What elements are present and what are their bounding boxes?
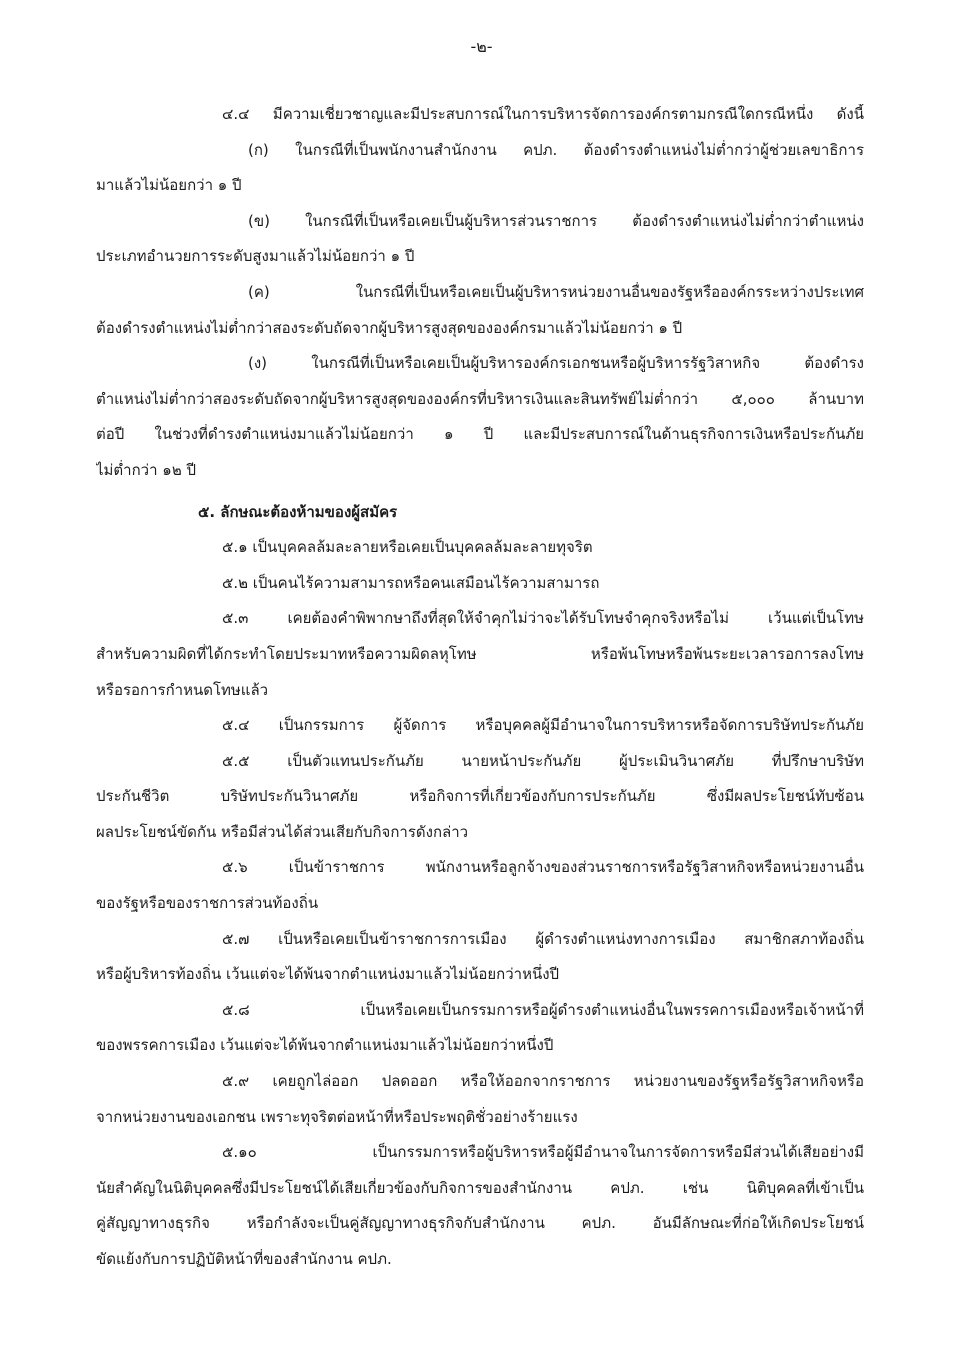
clause-line: ๕.๑ เป็นบุคคลล้มละลายหรือเคยเป็นบุคคลล้มละลายทุจริต — [222, 538, 593, 557]
section-5-heading: ๕. ลักษณะต้องห้ามของผู้สมัคร — [198, 502, 398, 521]
clause-line: ต้องดำรงตำแหน่งไม่ต่ำกว่าสองระดับถัดจากผู้บริหารสูงสุดขององค์กรมาแล้วไม่น้อยกว่า ๑ ปี — [96, 318, 683, 337]
page-number: -๒- — [470, 37, 493, 56]
clause-line: ๕.๕ เป็นตัวแทนประกันภัย นายหน้าประกันภัย ผู้ประเมินวินาศภัย ที่ปรึกษาบริษัท — [222, 751, 864, 770]
clause-line: ของพรรคการเมือง เว้นแต่จะได้พ้นจากตำแหน่งมาแล้วไม่น้อยกว่าหนึ่งปี — [96, 1036, 554, 1055]
clause-line: นัยสำคัญในนิติบุคคลซึ่งมีประโยชน์ได้เสียเกี่ยวข้องกับกิจการของสำนักงาน คปภ. เช่น นิติบุคคลที่เข้าเป็น — [96, 1178, 864, 1197]
clause-line: (ก) ในกรณีที่เป็นพนักงานสำนักงาน คปภ. ต้องดำรงตำแหน่งไม่ต่ำกว่าผู้ช่วยเลขาธิการ — [248, 140, 864, 159]
clause-line: จากหน่วยงานของเอกชน เพราะทุจริตต่อหน้าที่หรือประพฤติชั่วอย่างร้ายแรง — [96, 1107, 578, 1126]
clause-line: ไม่ต่ำกว่า ๑๒ ปี — [96, 460, 196, 479]
clause-5-2 — [96, 573, 864, 609]
clause-5-8 — [96, 1000, 864, 1071]
clause-line: ๕.๔ เป็นกรรมการ ผู้จัดการ หรือบุคคลผู้มีอำนาจในการบริหารหรือจัดการบริษัทประกันภัย — [222, 716, 864, 735]
section-4-4-title: ๔.๔ มีความเชี่ยวชาญและมีประสบการณ์ในการบริหารจัดการองค์กรตามกรณีใดกรณีหนึ่ง ดังนี้ — [222, 105, 864, 123]
clause-4-4-a — [96, 140, 864, 211]
clause-5-9 — [96, 1071, 864, 1142]
clause-line: (ข) ในกรณีที่เป็นหรือเคยเป็นผู้บริหารส่วนราชการ ต้องดำรงตำแหน่งไม่ต่ำกว่าตำแหน่ง — [248, 211, 864, 230]
clause-line: ๕.๒ เป็นคนไร้ความสามารถหรือคนเสมือนไร้ความสามารถ — [222, 573, 600, 592]
clause-line: ๕.๖ เป็นข้าราชการ พนักงานหรือลูกจ้างของส่วนราชการหรือรัฐวิสาหกิจหรือหน่วยงานอื่น — [222, 858, 864, 877]
clause-5-1 — [96, 537, 864, 573]
clause-line: คู่สัญญาทางธุรกิจ หรือกำลังจะเป็นคู่สัญญาทางธุรกิจกับสำนักงาน คปภ. อันมีลักษณะที่ก่อให้เกิดประโยชน์ — [96, 1214, 864, 1233]
clause-line: ประเภทอำนวยการระดับสูงมาแล้วไม่น้อยกว่า ๑ ปี — [96, 247, 415, 266]
clause-5-5 — [96, 751, 864, 858]
clause-line: ๕.๑๐ เป็นกรรมการหรือผู้บริหารหรือผู้มีอำนาจในการจัดการหรือมีส่วนได้เสียอย่างมี — [222, 1143, 864, 1162]
clause-5-7 — [96, 929, 864, 1000]
clause-4-4-d — [96, 353, 864, 495]
clause-line: ประกันชีวิต บริษัทประกันวินาศภัย หรือกิจการที่เกี่ยวข้องกับการประกันภัย ซึ่งมีผลประโยชน์ทับซ้อน — [96, 787, 864, 806]
clause-5-10 — [96, 1142, 864, 1284]
clause-line: ต่อปี ในช่วงที่ดำรงตำแหน่งมาแล้วไม่น้อยกว่า ๑ ปี และมีประสบการณ์ในด้านธุรกิจการเงินหรือประกันภัย — [96, 425, 864, 444]
clause-line: หรือผู้บริหารท้องถิ่น เว้นแต่จะได้พ้นจากตำแหน่งมาแล้วไม่น้อยกว่าหนึ่งปี — [96, 965, 560, 984]
clause-line: ๕.๓ เคยต้องคำพิพากษาถึงที่สุดให้จำคุกไม่ว่าจะได้รับโทษจำคุกจริงหรือไม่ เว้นแต่เป็นโทษ — [222, 609, 864, 628]
clause-4-4-b — [96, 211, 864, 282]
clause-4-4-c — [96, 282, 864, 353]
clause-line: (ค) ในกรณีที่เป็นหรือเคยเป็นผู้บริหารหน่วยงานอื่นของรัฐหรือองค์กรระหว่างประเทศ — [248, 282, 864, 301]
clause-line: ตำแหน่งไม่ต่ำกว่าสองระดับถัดจากผู้บริหารสูงสุดขององค์กรที่บริหารเงินและสินทรัพย์ไม่ต่ำกว่า ๕,๐๐๐ ล้านบาท — [96, 389, 864, 408]
clause-line: ๕.๙ เคยถูกไล่ออก ปลดออก หรือให้ออกจากราชการ หน่วยงานของรัฐหรือรัฐวิสาหกิจหรือ — [222, 1072, 864, 1091]
clause-5-3 — [96, 608, 864, 715]
document-body — [96, 104, 864, 1285]
clause-line: หรือรอการกำหนดโทษแล้ว — [96, 680, 269, 699]
clause-5-4 — [96, 715, 864, 751]
clause-line: (ง) ในกรณีที่เป็นหรือเคยเป็นผู้บริหารองค์กรเอกชนหรือผู้บริหารรัฐวิสาหกิจ ต้องดำรง — [248, 354, 864, 373]
clause-line: ของรัฐหรือของราชการส่วนท้องถิ่น — [96, 894, 319, 913]
clause-line: ๕.๘ เป็นหรือเคยเป็นกรรมการหรือผู้ดำรงตำแหน่งอื่นในพรรคการเมืองหรือเจ้าหน้าที่ — [222, 1000, 864, 1019]
clause-line: ขัดแย้งกับการปฏิบัติหน้าที่ของสำนักงาน คปภ. — [96, 1250, 392, 1268]
clause-5-6 — [96, 857, 864, 928]
clause-line: ผลประโยชน์ขัดกัน หรือมีส่วนได้ส่วนเสียกับกิจการดังกล่าว — [96, 822, 469, 841]
clause-line: สำหรับความผิดที่ได้กระทำโดยประมาทหรือความผิดลหุโทษ หรือพ้นโทษหรือพ้นระยะเวลารอการลงโทษ — [96, 644, 864, 663]
clause-line: มาแล้วไม่น้อยกว่า ๑ ปี — [96, 176, 242, 195]
clause-line: ๕.๗ เป็นหรือเคยเป็นข้าราชการการเมือง ผู้ดำรงตำแหน่งทางการเมือง สมาชิกสภาท้องถิ่น — [222, 929, 864, 948]
